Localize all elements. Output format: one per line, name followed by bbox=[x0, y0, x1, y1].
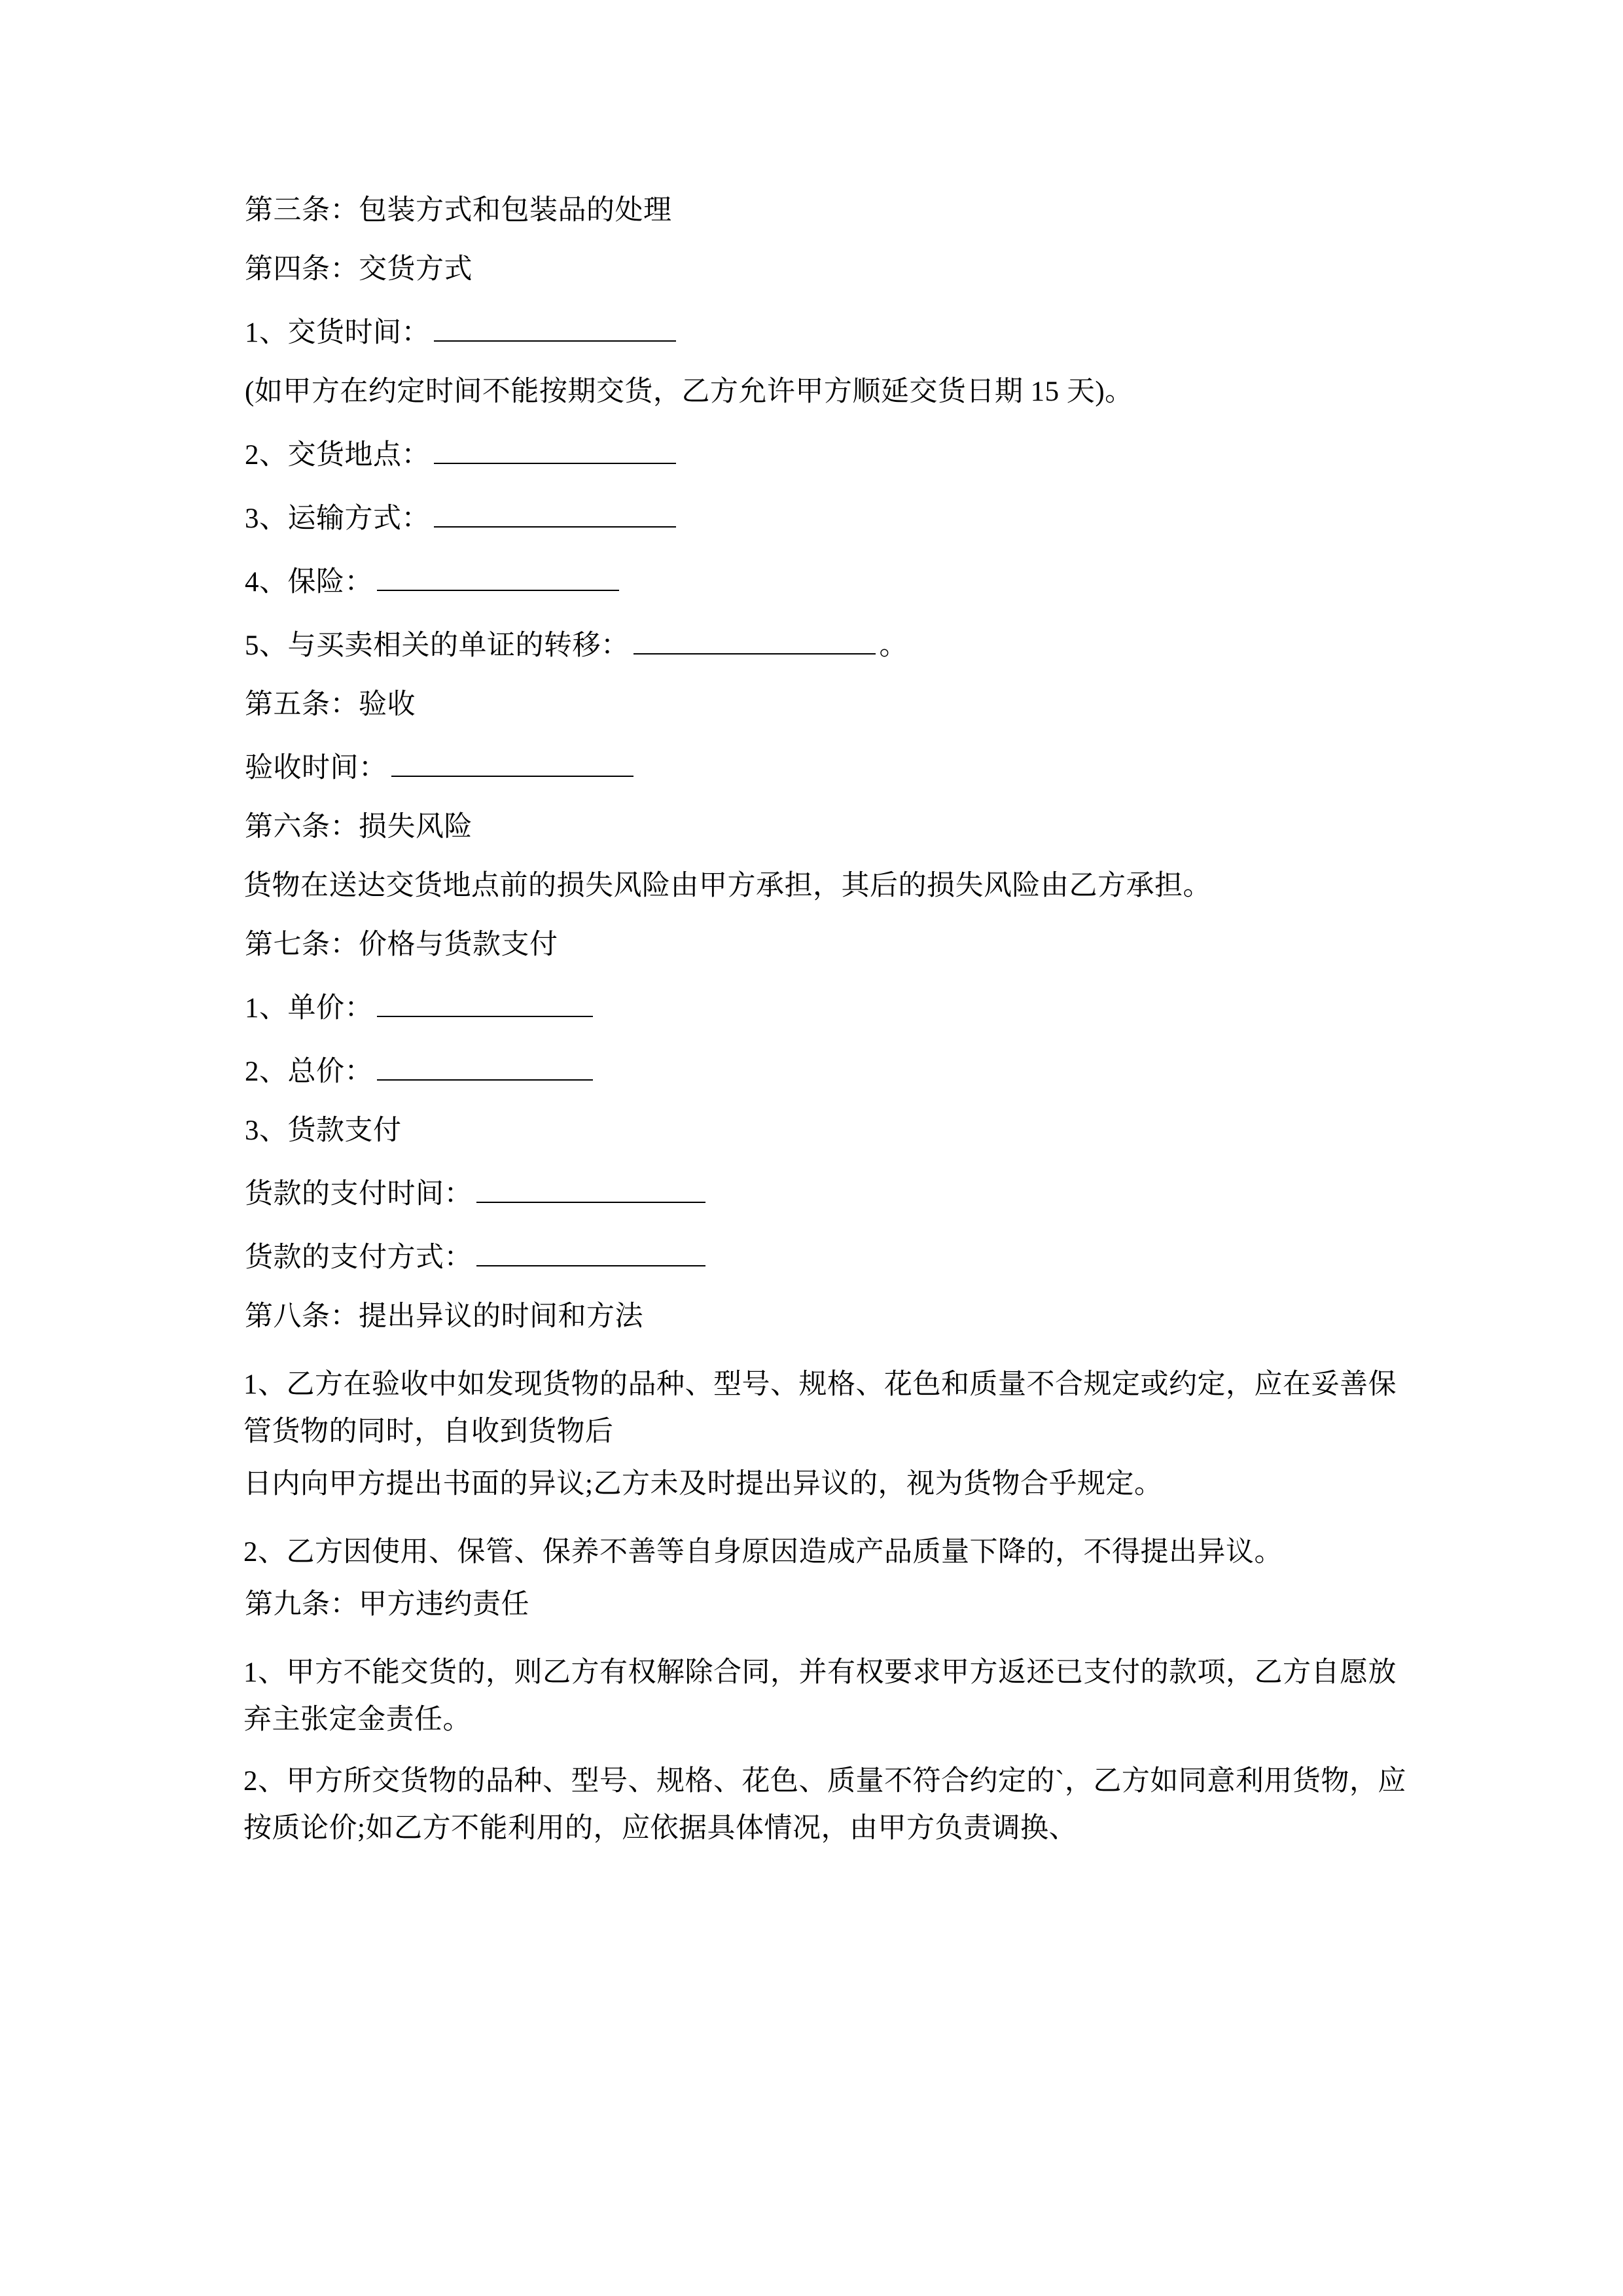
field-delivery-time bbox=[243, 314, 1421, 347]
clause-8-item-2: 2、乙方因使用、保管、保养不善等自身原因造成产品质量下降的，不得提出异议。 bbox=[243, 1537, 1283, 1568]
field-delivery-place-label: 2、交货地点： bbox=[245, 440, 430, 471]
field-payment-method-blank[interactable] bbox=[476, 1239, 705, 1266]
field-document-transfer bbox=[243, 627, 1421, 660]
clause-heading-6: 第六条：损失风险 bbox=[245, 812, 473, 842]
field-unit-price bbox=[243, 990, 1421, 1022]
field-delivery-time-label: 1、交货时间： bbox=[245, 317, 430, 348]
field-document-transfer-blank[interactable] bbox=[633, 627, 876, 655]
field-transport-method bbox=[243, 500, 1421, 533]
field-inspection-time bbox=[243, 749, 1421, 782]
field-insurance-blank[interactable] bbox=[377, 564, 619, 591]
field-document-transfer-label: 5、与买卖相关的单证的转移： bbox=[245, 630, 630, 661]
clause-heading-8: 第八条：提出异议的时间和方法 bbox=[245, 1301, 643, 1332]
field-inspection-time-blank[interactable] bbox=[391, 749, 633, 777]
item-payment-heading: 3、货款支付 bbox=[245, 1115, 402, 1146]
field-insurance bbox=[243, 564, 1421, 596]
field-inspection-time-label: 验收时间： bbox=[245, 753, 387, 783]
clause-9-item-1: 1、甲方不能交货的，则乙方有权解除合同，并有权要求甲方返还已支付的款项，乙方自愿放弃主张定金责任。 bbox=[243, 1657, 1397, 1735]
clause-heading-4: 第四条：交货方式 bbox=[245, 254, 473, 285]
field-payment-time bbox=[243, 1175, 1421, 1208]
field-total-price bbox=[243, 1053, 1421, 1086]
clause-heading-5: 第五条：验收 bbox=[245, 689, 416, 720]
field-unit-price-blank[interactable] bbox=[377, 990, 593, 1017]
clause-heading-3: 第三条：包装方式和包装品的处理 bbox=[245, 195, 672, 226]
field-delivery-place-blank[interactable] bbox=[434, 437, 676, 464]
field-document-transfer-suffix: 。 bbox=[879, 630, 908, 661]
clause-heading-9: 第九条：甲方违约责任 bbox=[245, 1589, 529, 1620]
field-total-price-blank[interactable] bbox=[377, 1053, 593, 1081]
field-total-price-label: 2、总价： bbox=[245, 1056, 373, 1087]
clause-8-item-1-continued: 日内向甲方提出书面的异议;乙方未及时提出异议的，视为货物合乎规定。 bbox=[243, 1469, 1163, 1499]
clause-8-item-1: 1、乙方在验收中如发现货物的品种、型号、规格、花色和质量不合规定或约定，应在妥善保管货物的同时，自收到货物后 bbox=[243, 1369, 1397, 1447]
field-delivery-time-blank[interactable] bbox=[434, 314, 676, 342]
clause-body-6: 货物在送达交货地点前的损失风险由甲方承担，其后的损失风险由乙方承担。 bbox=[243, 870, 1211, 901]
field-transport-method-blank[interactable] bbox=[434, 500, 676, 528]
field-payment-method bbox=[243, 1239, 1421, 1272]
note-delivery-extension: (如甲方在约定时间不能按期交货，乙方允许甲方顺延交货日期 15 天)。 bbox=[245, 376, 1133, 407]
field-transport-method-label: 3、运输方式： bbox=[245, 503, 430, 534]
field-payment-method-label: 货款的支付方式： bbox=[245, 1242, 473, 1273]
field-payment-time-blank[interactable] bbox=[476, 1175, 705, 1203]
field-delivery-place bbox=[243, 437, 1421, 469]
clause-heading-7: 第七条：价格与货款支付 bbox=[245, 929, 558, 960]
field-payment-time-label: 货款的支付时间： bbox=[245, 1179, 473, 1210]
field-unit-price-label: 1、单价： bbox=[245, 993, 373, 1024]
clause-9-item-2: 2、甲方所交货物的品种、型号、规格、花色、质量不符合约定的`，乙方如同意利用货物，应按质论价;如乙方不能利用的，应依据具体情况，由甲方负责调换、 bbox=[243, 1766, 1406, 1844]
document-body bbox=[243, 196, 1421, 1852]
field-insurance-label: 4、保险： bbox=[245, 567, 373, 598]
